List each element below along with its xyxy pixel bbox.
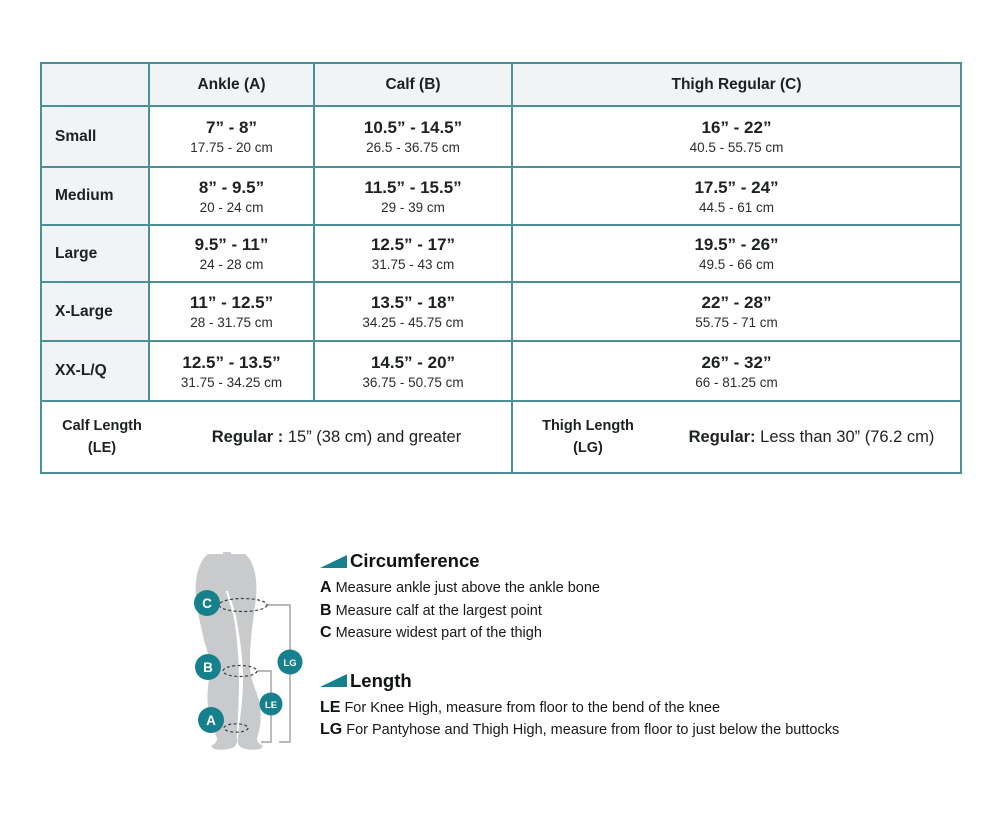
cm-range: 28 - 31.75 cm (190, 315, 273, 330)
badge-b (195, 654, 221, 680)
cm-range: 17.75 - 20 cm (190, 140, 273, 155)
cm-range: 20 - 24 cm (199, 199, 264, 215)
inches-range: 22” - 28” (701, 293, 772, 312)
cm-range: 34.25 - 45.75 cm (362, 315, 464, 330)
badge-c (194, 590, 220, 616)
thigh-cell (512, 341, 961, 401)
cm-range: 31.75 - 34.25 cm (180, 374, 283, 390)
inches-range: 10.5” - 14.5” (363, 118, 463, 137)
thigh-length-value: Regular: Less than 30” (76.2 cm) (688, 427, 935, 446)
badge-le (260, 693, 283, 716)
ankle-cell (149, 106, 314, 167)
legs-measurement-diagram (193, 552, 308, 752)
cm-range: 44.5 - 61 cm (698, 199, 775, 215)
cm-range: 49.5 - 66 cm (698, 257, 775, 272)
cm-range: 24 - 28 cm (199, 257, 264, 272)
circumference-item-c: C Measure widest part of the thigh (320, 624, 542, 641)
length-heading (320, 670, 930, 692)
inches-range: 11” - 12.5” (189, 293, 274, 312)
table-row (41, 341, 961, 401)
size-label: Medium (41, 167, 149, 225)
inches-range: 9.5” - 11” (194, 235, 269, 254)
circumference-item-b: B Measure calf at the largest point (320, 601, 542, 619)
calf-cell (314, 106, 512, 167)
circumference-items (320, 577, 930, 645)
thigh-cell (512, 225, 961, 282)
measurement-instructions (320, 550, 930, 742)
header-ankle: Ankle (A) (149, 63, 314, 106)
inches-range: 12.5” - 17” (370, 235, 456, 254)
circumference-title: Circumference (350, 550, 480, 571)
calf-length-label: Calf Length (LE) (62, 417, 142, 456)
ankle-cell (149, 341, 314, 401)
ankle-cell (149, 167, 314, 225)
calf-cell (314, 225, 512, 282)
pelvis-fill (223, 552, 231, 591)
length-title: Length (350, 669, 412, 691)
length-item-le: LE For Knee High, measure from floor to the bend of the knee (320, 698, 721, 716)
cm-range: 29 - 39 cm (381, 199, 445, 215)
ankle-cell (149, 282, 314, 341)
table-footer-row (41, 401, 961, 473)
length-section (320, 670, 930, 742)
inches-range: 12.5” - 13.5” (182, 352, 281, 372)
calf-cell (314, 167, 512, 225)
inches-range: 14.5” - 20” (370, 352, 456, 372)
cm-range: 55.75 - 71 cm (695, 315, 778, 330)
inches-range: 26” - 32” (701, 352, 772, 372)
length-item-lg: LG For Pantyhose and Thigh High, measure from floor to just below the buttocks (320, 721, 840, 738)
cm-range: 66 - 81.25 cm (695, 374, 778, 390)
circumference-item-a: A Measure ankle just above the ankle bone (320, 579, 600, 596)
thigh-cell (512, 282, 961, 341)
circumference-heading (320, 550, 930, 572)
ankle-cell (149, 225, 314, 282)
thigh-length-label: Thigh Length (LG) (542, 417, 634, 456)
size-label: Large (41, 225, 149, 282)
calf-length-value: Regular : 15” (38 cm) and greater (211, 427, 462, 446)
inches-range: 7” - 8” (205, 118, 258, 137)
svg-text:A: A (206, 713, 216, 728)
badge-a (198, 707, 224, 733)
inches-range: 17.5” - 24” (694, 177, 779, 197)
calf-cell (314, 341, 512, 401)
inches-range: 16” - 22” (701, 118, 772, 137)
badge-lg (278, 650, 303, 675)
header-empty-cell (41, 63, 149, 106)
size-label: Small (41, 106, 149, 167)
header-calf: Calf (B) (314, 63, 512, 106)
cm-range: 26.5 - 36.75 cm (366, 140, 460, 155)
inches-range: 19.5” - 26” (694, 235, 779, 254)
calf-length-cell (41, 401, 512, 473)
table-row (41, 167, 961, 225)
thigh-cell (512, 167, 961, 225)
cm-range: 31.75 - 43 cm (371, 257, 455, 272)
svg-text:LG: LG (283, 658, 297, 669)
svg-text:LE: LE (264, 700, 278, 711)
inches-range: 13.5” - 18” (370, 293, 456, 312)
inches-range: 8” - 9.5” (198, 177, 265, 197)
table-row (41, 106, 961, 167)
table-header-row (41, 63, 961, 106)
table-row (41, 225, 961, 282)
thigh-length-cell (512, 401, 961, 473)
svg-text:B: B (203, 660, 213, 675)
flag-icon (320, 674, 347, 689)
calf-cell (314, 282, 512, 341)
length-items (320, 697, 930, 742)
flag-icon (320, 555, 347, 570)
thigh-cell (512, 106, 961, 167)
size-label: X-Large (41, 282, 149, 341)
svg-text:C: C (202, 596, 212, 611)
table-row (41, 282, 961, 341)
cm-range: 36.75 - 50.75 cm (362, 374, 464, 390)
size-label: XX-L/Q (41, 341, 149, 401)
size-chart-table (40, 62, 962, 474)
header-thigh-regular: Thigh Regular (C) (512, 63, 961, 106)
inches-range: 11.5” - 15.5” (364, 177, 462, 197)
cm-range: 40.5 - 55.75 cm (689, 140, 784, 155)
